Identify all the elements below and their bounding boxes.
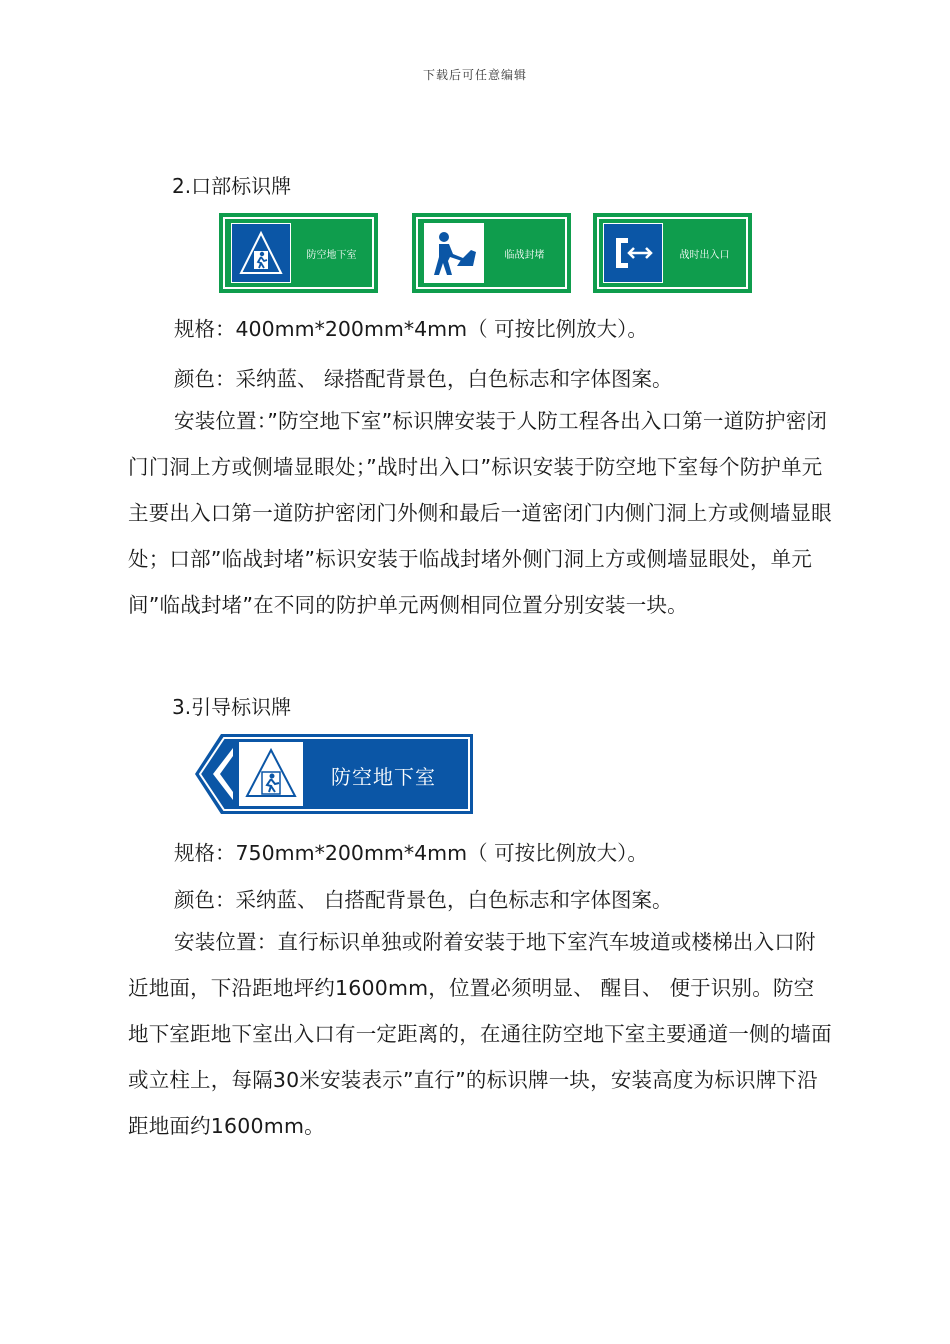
sign-label: 临战封堵 xyxy=(504,249,545,261)
exit-arrow-icon xyxy=(603,223,663,283)
sign-wartime-blocking xyxy=(412,213,571,293)
spec-line-3: 规格：750mm*200mm*4mm（ 可按比例放大）。 xyxy=(174,841,648,865)
guide-sign-air-defense-basement xyxy=(195,734,473,814)
person-in-triangle-icon xyxy=(231,223,291,283)
sign-label: 防空地下室 xyxy=(306,249,357,261)
worker-shovel-icon xyxy=(424,223,484,283)
section-title-2: 2.口部标识牌 xyxy=(172,174,292,198)
sign-label: 战时出入口 xyxy=(679,249,730,261)
sign-air-defense-basement xyxy=(219,213,378,293)
spec-line-2: 规格：400mm*200mm*4mm（ 可按比例放大）。 xyxy=(174,317,648,341)
guide-sign-label: 防空地下室 xyxy=(331,765,436,789)
install-paragraph-2: 安装位置：”防空地下室”标识牌安装于人防工程各出入口第一道防护密闭门门洞上方或侧墙显眼处；”战时出入口”标识安装于防空地下室每个防护单元主要出入口第一道防护密闭门外侧和最后一道密闭门内侧门洞上方或侧墙显眼处；口部”临战封堵”标识安装于临战封堵外侧门洞上方或侧墙显眼处，单元间”临战封堵”在不同的防护单元两侧相同位置分别安装一块。 xyxy=(128,409,832,617)
person-in-triangle-icon xyxy=(239,742,303,806)
color-line-3: 颜色：采纳蓝、 白搭配背景色，白色标志和字体图案。 xyxy=(174,888,673,912)
color-line-2: 颜色：采纳蓝、 绿搭配背景色，白色标志和字体图案。 xyxy=(174,367,673,391)
sign-wartime-entrance xyxy=(593,213,752,293)
chevron-left-icon xyxy=(207,746,237,802)
page-header: 下载后可任意编辑 xyxy=(422,68,527,82)
section-title-3: 3.引导标识牌 xyxy=(172,695,292,719)
install-paragraph-3: 安装位置：直行标识单独或附着安装于地下室汽车坡道或楼梯出入口附近地面，下沿距地坪约1600mm，位置必须明显、 醒目、 便于识别。防空地下室距地下室出入口有一定距离的，在通往防空地下室主要通道一侧的墙面或立柱上，每隔30米安装表示”直行”的标识牌一块，安装高度为标识牌下沿距地面约1600mm。 xyxy=(128,930,832,1138)
